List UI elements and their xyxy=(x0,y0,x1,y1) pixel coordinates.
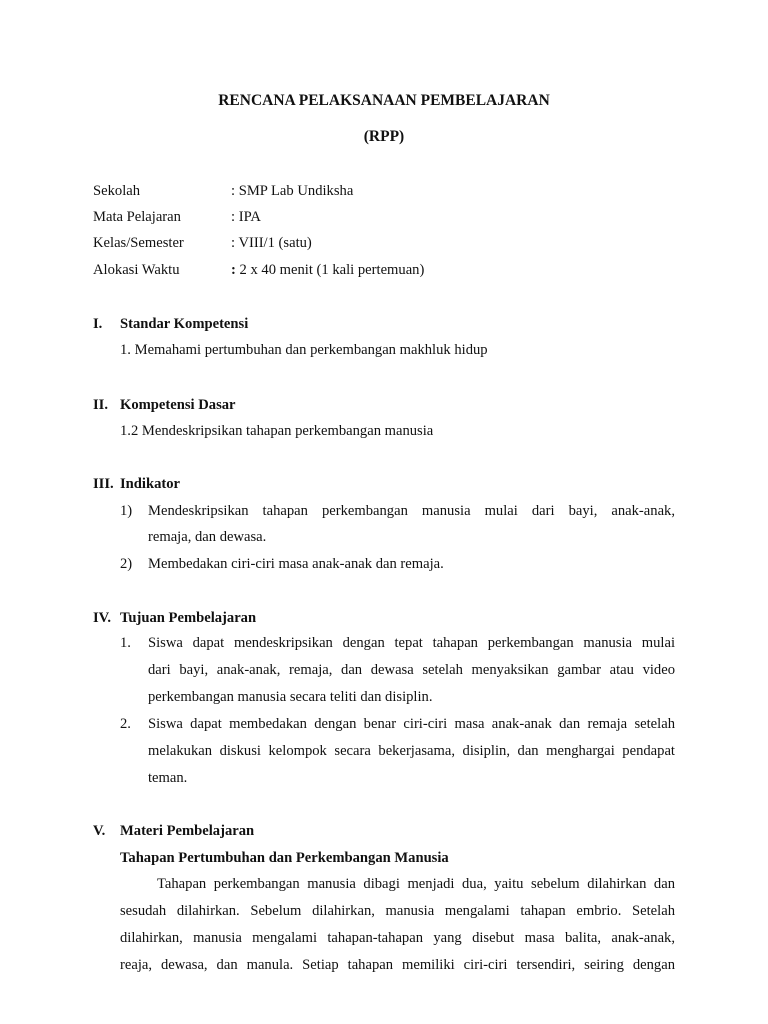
identity-colon: : xyxy=(231,262,236,278)
identity-label-school: Sekolah xyxy=(93,183,141,199)
section-2-text: 1.2 Mendeskripsikan tahapan perkembangan manusia xyxy=(120,423,434,439)
section-5-heading: Materi Pembelajaran xyxy=(120,823,255,839)
objective-2-line1: Siswa dapat membedakan dengan benar ciri-ciri masa anak-anak dan remaja setelah xyxy=(148,716,675,732)
identity-label-class: Kelas/Semester xyxy=(93,235,184,251)
indicator-1-number: 1) xyxy=(120,503,133,519)
objective-1-line2: dari bayi, anak-anak, remaja, dan dewasa setelah menyaksikan gambar atau video xyxy=(148,662,675,678)
document-subtitle: (RPP) xyxy=(363,128,405,145)
section-3-number: III. xyxy=(93,476,114,492)
section-2-heading: Kompetensi Dasar xyxy=(120,397,236,413)
section-5-number: V. xyxy=(93,823,106,839)
objective-2-number: 2. xyxy=(120,716,131,732)
material-para-line4: reaja, dewasa, dan manula. Setiap tahapan memiliki ciri-ciri tersendiri, seiring dengan xyxy=(120,957,675,973)
identity-value-time xyxy=(231,262,424,279)
objective-1-line1: Siswa dapat mendeskripsikan dengan tepat tahapan perkembangan manusia mulai xyxy=(148,635,675,651)
objective-1-number: 1. xyxy=(120,635,131,651)
identity-value-subject: : IPA xyxy=(231,209,261,225)
section-2-number: II. xyxy=(93,397,109,413)
section-5-subheading: Tahapan Pertumbuhan dan Perkembangan Manusia xyxy=(120,850,449,866)
objective-1-line3: perkembangan manusia secara teliti dan disiplin. xyxy=(148,689,433,705)
identity-value-school: : SMP Lab Undiksha xyxy=(231,183,354,199)
section-4-heading: Tujuan Pembelajaran xyxy=(120,610,257,626)
document-title: RENCANA PELAKSANAAN PEMBELAJARAN xyxy=(218,92,550,109)
indicator-2-number: 2) xyxy=(120,556,133,572)
indicator-1-line1: Mendeskripsikan tahapan perkembangan manusia mulai dari bayi, anak-anak, xyxy=(148,503,675,519)
identity-label-subject: Mata Pelajaran xyxy=(93,209,181,225)
material-para-line3: dilahirkan, manusia mengalami tahapan-tahapan yang disebut masa balita, anak-anak, xyxy=(120,930,675,946)
indicator-2-line1: Membedakan ciri-ciri masa anak-anak dan remaja. xyxy=(148,556,444,572)
identity-time-text: 2 x 40 menit (1 kali pertemuan) xyxy=(235,262,425,278)
section-3-heading: Indikator xyxy=(120,476,181,492)
section-1-number: I. xyxy=(93,316,103,332)
material-para-line2: sesudah dilahirkan. Sebelum dilahirkan, manusia mengalami tahapan embrio. Setelah xyxy=(120,903,675,919)
section-4-number: IV. xyxy=(93,610,111,626)
material-para-line1: Tahapan perkembangan manusia dibagi menjadi dua, yaitu sebelum dilahirkan dan xyxy=(157,876,675,892)
section-1-heading: Standar Kompetensi xyxy=(120,316,249,332)
section-1-text: 1. Memahami pertumbuhan dan perkembangan makhluk hidup xyxy=(120,342,488,358)
objective-2-line3: teman. xyxy=(148,770,188,786)
identity-value-class: : VIII/1 (satu) xyxy=(231,235,312,251)
objective-2-line2: melakukan diskusi kelompok secara bekerjasama, disiplin, dan menghargai pendapat xyxy=(148,743,675,759)
identity-label-time: Alokasi Waktu xyxy=(93,262,180,278)
indicator-1-line2: remaja, dan dewasa. xyxy=(148,529,267,545)
